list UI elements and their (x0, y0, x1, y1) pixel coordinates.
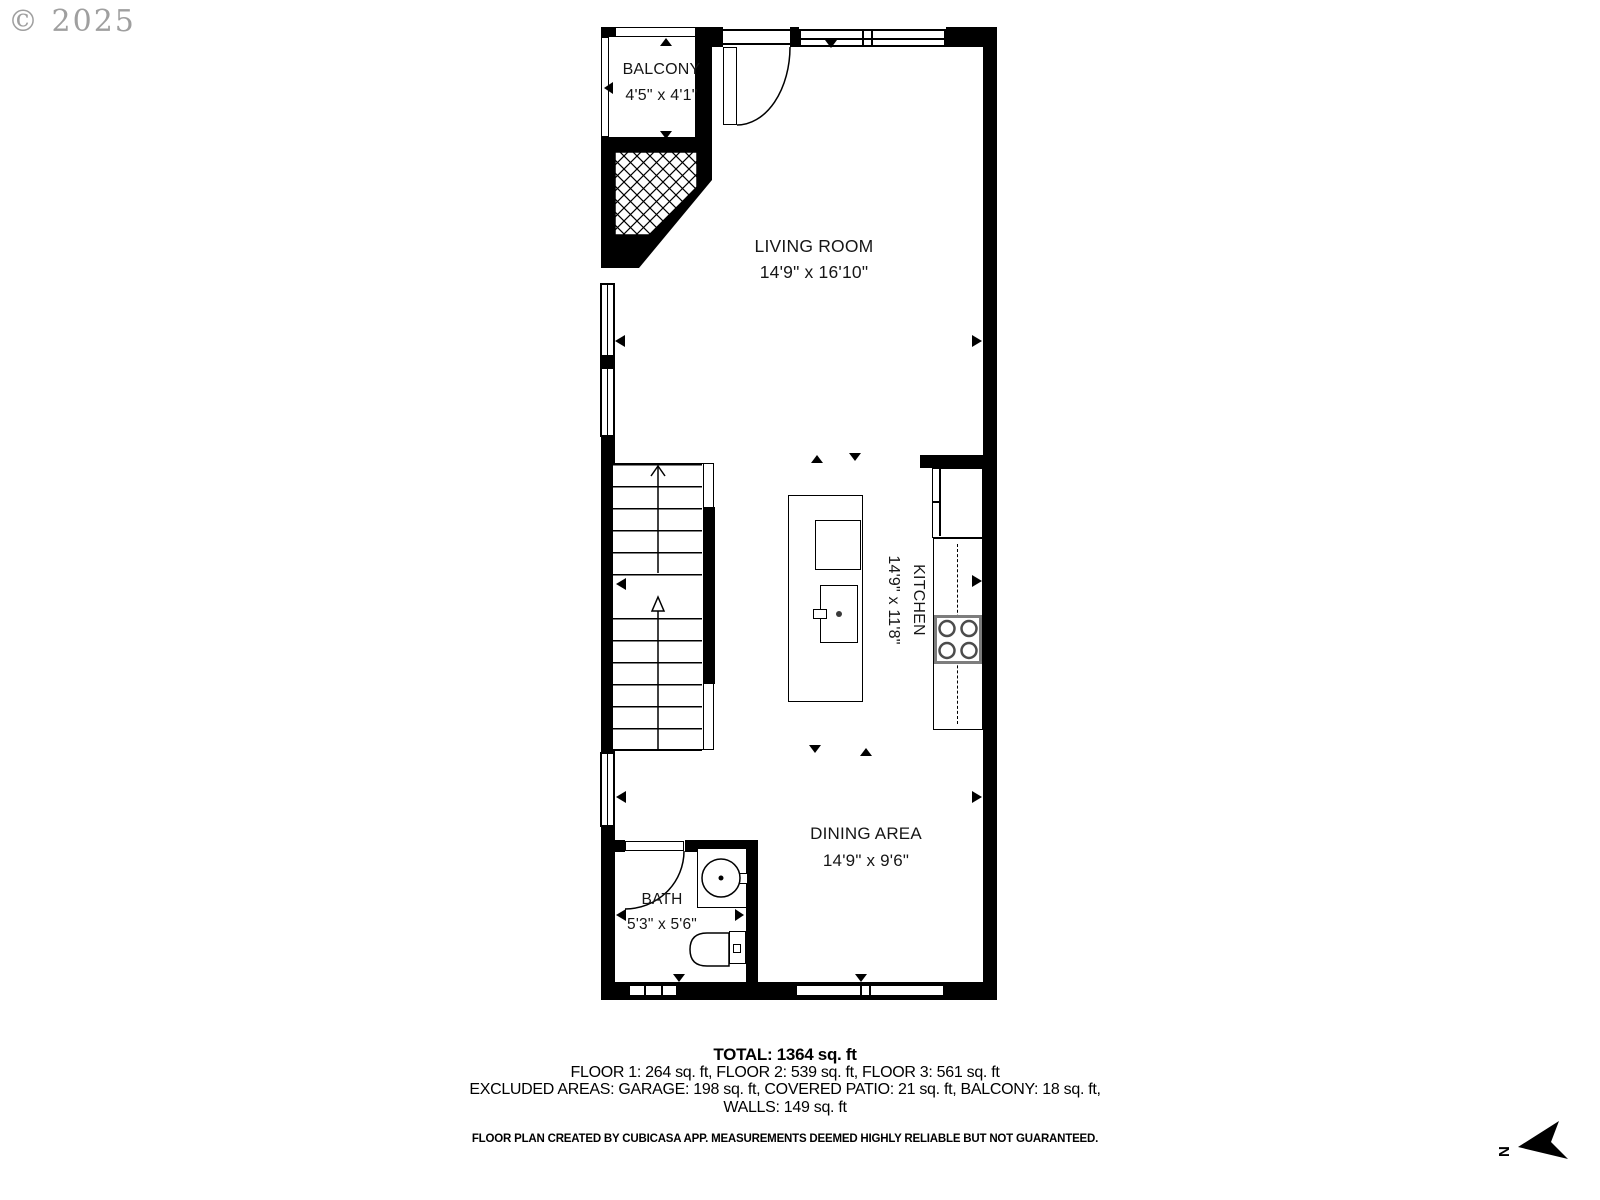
door-opening-top (723, 29, 790, 45)
hatch-area-bg (615, 152, 697, 235)
marker-island-top-up (811, 455, 823, 463)
room-label-balcony (601, 57, 722, 109)
stair-flight-lower (613, 618, 702, 751)
room-label-living-room (714, 233, 914, 285)
toilet-bowl (690, 933, 729, 966)
window-bottom-bath (628, 984, 678, 997)
hatch-area (615, 152, 697, 235)
room-label-bath (594, 887, 730, 937)
marker-balcony-up (660, 38, 672, 46)
room-dims: 14'9" x 11'8" (885, 555, 902, 645)
room-label-dining-area (766, 820, 966, 874)
wall-left-low (601, 827, 615, 840)
summary-excluded: EXCLUDED AREAS: GARAGE: 198 sq. ft, COVERED PATIO: 21 sq. ft, BALCONY: 18 sq. ft, (469, 1081, 1101, 1098)
marker-dining-left (616, 791, 626, 803)
marker-bath-right (735, 909, 744, 921)
window-top (799, 29, 946, 47)
staircase (612, 463, 704, 750)
disclaimer-text: FLOOR PLAN CREATED BY CUBICASA APP. MEASUREMENTS DEEMED HIGHLY RELIABLE BUT NOT GUARANTEED. (471, 1133, 1099, 1145)
door-swing-arc-balcony (737, 47, 790, 125)
door-leaf-balcony (723, 47, 737, 125)
room-dims: 5'3" x 5'6" (627, 916, 697, 933)
marker-living-left (615, 335, 625, 347)
marker-dining-right (972, 791, 982, 803)
marker-island-top-down (849, 453, 861, 461)
stove (934, 615, 982, 664)
wall-bath-top-left (601, 840, 625, 852)
window-left-stair (600, 752, 615, 827)
door-leaf-bath (625, 841, 684, 851)
wall-top-jamb-left (712, 27, 723, 47)
wall-top-jamb-right (790, 27, 799, 47)
summary-floors: FLOOR 1: 264 sq. ft, FLOOR 2: 539 sq. ft, FLOOR 3: 561 sq. ft (570, 1063, 1000, 1081)
room-name: KITCHEN (910, 564, 927, 636)
window-bottom-dining (795, 984, 945, 997)
room-dims: 14'9" x 9'6" (822, 851, 910, 870)
wall-balcony-cap (601, 27, 615, 37)
room-name: BATH (641, 891, 683, 908)
area-summary (385, 1046, 1185, 1116)
window-left-upper (600, 283, 615, 357)
stair-railing-top (703, 463, 714, 508)
marker-island-bottom-down (809, 745, 821, 753)
summary-walls: WALLS: 149 sq. ft (723, 1098, 847, 1116)
stair-railing-bottom (703, 683, 714, 750)
room-name: LIVING ROOM (754, 236, 874, 256)
island-cooktop (815, 520, 861, 570)
room-label-kitchen (881, 520, 931, 680)
marker-living-right (972, 335, 982, 347)
window-left-lower (600, 367, 615, 437)
island-sink-faucet (813, 609, 827, 619)
copyright-watermark: © 2025 (8, 4, 136, 39)
toilet-flush-button (733, 944, 741, 953)
north-arrow-icon (1518, 1121, 1568, 1159)
marker-island-bottom-up (860, 748, 872, 756)
room-dims: 14'9" x 16'10" (759, 262, 869, 282)
north-label: N (1496, 1146, 1513, 1157)
wall-right (983, 27, 997, 1000)
bath-sink-faucet (737, 873, 748, 884)
wall-left-separator (600, 357, 615, 367)
room-name: DINING AREA (810, 824, 922, 843)
marker-bottom-window-2 (855, 974, 867, 982)
stair-flight-upper (613, 464, 702, 576)
refrigerator (932, 468, 983, 538)
room-name: BALCONY (622, 61, 701, 78)
wall-bath-right (746, 852, 758, 982)
room-dims: 4'5" x 4'1" (625, 87, 698, 104)
wall-hatch-corner (601, 137, 712, 268)
wall-stair-right (703, 507, 715, 684)
wall-kitchen-stub (920, 455, 983, 468)
marker-balcony-down (660, 131, 672, 139)
summary-total: TOTAL: 1364 sq. ft (713, 1045, 857, 1064)
marker-bottom-window-1 (673, 974, 685, 982)
